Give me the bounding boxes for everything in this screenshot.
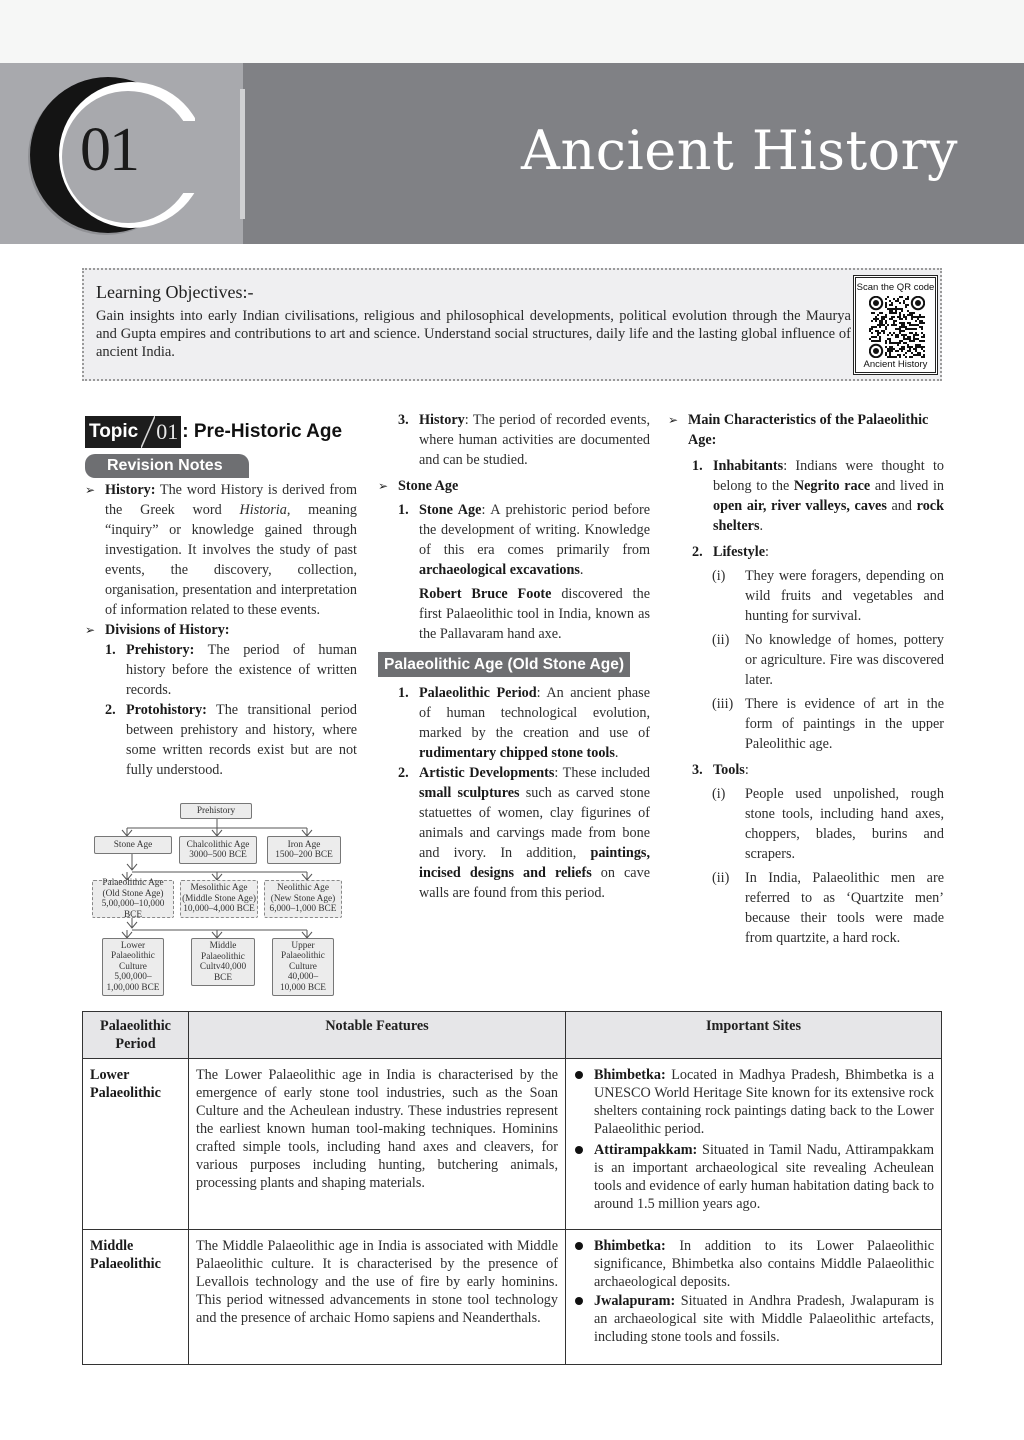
chapter-title: Ancient History [521,119,958,182]
history-definition [85,480,357,620]
roman-numeral: (i) [712,568,726,584]
inhabitants-bold: Negrito race [793,478,871,494]
punct: . [614,745,619,761]
site-text: Located in Madhya Pradesh, Bhimbetka is a UNESCO World Heritage Site known for its extensive rock shelters containing rock paintings dating back to the Lower Palaeolithic period. [594,1067,934,1137]
artistic-bold: small sculptures [419,785,520,801]
artistic-bold: paintings, incised designs and reliefs [419,845,650,881]
site-item [573,1237,934,1291]
arrow-bullet-icon: ➢ [378,479,389,493]
sub-item-text: In India, Palaeolithic men are referred to as ‘Quartzite men’ because their tools were made from quartzite, a hard rock. [745,870,944,946]
flowchart-node-palaeolithic [92,880,174,918]
features-cell: The Middle Palaeolithic age in India is associated with Middle Palaeolithic culture. It is characterised by the presence of Levallois technology and the use of fire by early hominins. This period witnessed advancements in stone tool technology and the presence of archaic Homo sapiens and Neanderthals. [189,1230,566,1365]
site-text: Situated in Andhra Pradesh, Jwalapuram is an archaeological site with Middle Palaeolithic artefacts, including stone tools and fossils. [594,1293,934,1345]
flowchart-node-upper-palaeolithic [272,938,334,996]
roman-numeral: (i) [712,786,726,802]
node-range: 3000–500 BCE [189,850,247,860]
characteristics-title: Main Characteristics of the Palaeolithic Age: [688,412,929,448]
inhabitants-text: and [886,498,917,514]
node-line: BCE [213,972,233,983]
item-number: 2. [692,544,703,560]
roman-numeral: (ii) [712,870,730,886]
stone-age-bold: archaeological excavations [419,562,580,578]
stone-age-title: Stone Age [398,478,459,494]
period-cell: Middle Palaeolithic [83,1230,189,1365]
site-name: Jwalapuram: [594,1293,676,1309]
inhabitants-item [692,456,944,536]
header-sites: Important Sites [566,1012,942,1059]
stone-age-term: Stone Age [419,502,482,518]
punct: : [744,762,749,778]
arrow-bullet-icon: ➢ [85,483,96,497]
site-name: Bhimbetka: [594,1238,666,1254]
stone-age-heading [378,476,650,496]
historia-word: Historia [239,502,287,518]
tools-item [692,760,944,948]
topic-label: Topic [89,421,139,442]
punct: : [765,544,769,560]
history-term: History: [105,482,156,498]
header-features: Notable Features [189,1012,566,1059]
sub-item-text: People used unpolished, rough stone tools, including hand axes, choppers, blades, burins and scrapers. [745,786,944,862]
punct: . [759,518,764,534]
flowchart-node-prehistory [180,803,252,819]
node-range: 1500–200 BCE [275,850,333,860]
topic-tag [85,416,181,448]
division-item [105,700,357,780]
item-number: 3. [692,762,703,778]
qr-caption-top: Scan the QR code [856,282,935,293]
arrow-bullet-icon: ➢ [668,413,679,427]
tools-sub-item [712,868,944,948]
inhabitants-bold: rock shelters [713,498,944,534]
node-line: 10,000 BCE [280,982,326,993]
node-line: 1,00,000 BCE [106,982,160,993]
lifestyle-sub-item [712,566,944,626]
chapter-header [0,63,1024,244]
node-range: 10,000–4,000 BCE [183,904,255,915]
period-term: Palaeolithic Period [419,685,537,701]
topic-number: 01 [156,419,179,444]
item-number: 1. [105,642,116,658]
palaeolithic-period-item [398,683,650,763]
flowchart-node-middle-palaeolithic [191,938,255,986]
flowchart-node-neolithic [264,880,342,918]
flowchart-node-chalcolithic [179,836,257,864]
qr-code-icon[interactable] [869,296,925,358]
lifestyle-item [692,542,944,754]
revision-notes-badge: Revision Notes [85,454,249,478]
division-term: Prehistory: [126,642,195,658]
site-item [573,1141,934,1213]
foote-name: Robert Bruce Foote [419,586,552,602]
node-line: Palaeolithic [201,951,245,962]
chapter-number: 01 [80,116,138,184]
header-divider [240,89,245,219]
node-sub: (New Stone Age) [270,893,336,904]
stone-age-item [398,500,650,580]
item-number: 2. [398,765,409,781]
history-text-cont: , meaning “inquiry” or knowledge gained through investigation. It involves the study of past events, the discovery, collection, organisation, presentation and interpretation of information related to these events. [105,502,357,618]
node-line: 40,000– [287,972,319,983]
item-number: 3. [398,412,409,428]
table-header-row [83,1012,942,1059]
top-margin [0,0,1024,63]
header-period: Palaeolithic Period [83,1012,189,1059]
site-name: Bhimbetka: [594,1067,666,1083]
characteristics-heading [668,410,944,450]
node-line: 5,00,000– [114,972,152,983]
foote-note [398,584,650,644]
lifestyle-sub-item [712,694,944,754]
node-line: Middle [209,941,237,951]
inhabitants-text: and lived in [870,478,945,494]
punct: . [579,562,584,578]
history-text: The word History is derived from the Greek word [105,482,357,518]
learning-objectives-box [82,268,942,381]
node-label: Neolithic Age [277,883,329,894]
column-1 [85,416,357,780]
flowchart-node-lower-palaeolithic [102,938,164,996]
node-label: Stone Age [113,839,153,850]
divisions-title: Divisions of History: [105,622,230,638]
artistic-term: Artistic Developments [419,765,555,781]
node-sub: (Middle Stone Age) [182,893,256,904]
node-label: Palaeolithic Age [102,878,164,888]
node-label: Prehistory [196,805,236,816]
features-cell: The Lower Palaeolithic age in India is characterised by the emergence of early stone tool industries, such as the Soan Culture and the Acheulean industry. These industries represent the earliest known human tool-making techniques. Hominins crafted simple tools, including hand axes and cleavers, for various purposes including hunting, butchering animals, processing plants and shaping materials. [189,1059,566,1230]
sites-cell [566,1230,942,1365]
node-label: Mesolithic Age [190,883,248,894]
division-term: History [419,412,465,428]
flowchart-node-iron-age [267,836,341,864]
artistic-text: such as carved stone statuettes of women, clay figurines of animals and carvings made from bone and ivory. In addition, [419,785,650,861]
node-line: Lower [120,940,146,951]
column-2 [378,410,650,903]
item-number: 1. [398,685,409,701]
objectives-heading: Learning Objectives:- [96,282,254,302]
node-label: Chalcolithic Age [186,839,250,850]
node-line: Palaeolithic [111,951,155,962]
inhabitants-bold: open air, river valleys, caves [713,498,887,514]
bullet-dot-icon [575,1242,583,1250]
site-item [573,1066,934,1138]
flowchart-node-mesolithic [180,880,258,918]
sub-item-text: There is evidence of art in the form of paintings in the upper Paleolithic age. [745,696,944,752]
artistic-text: : These included [554,765,650,781]
inhabitants-text: : Indians were thought to belong to the [713,458,944,494]
item-number: 1. [398,502,409,518]
table-row [83,1059,942,1230]
node-line: Palaeolithic [281,951,325,962]
node-line: Culture [119,961,147,972]
item-number: 1. [692,458,703,474]
period-bold: rudimentary chipped stone tools [419,745,615,761]
division-term: Protohistory: [126,702,207,718]
divisions-of-history [85,620,357,640]
sub-item-text: No knowledge of homes, pottery or agriculture. Fire was discovered later. [745,632,944,688]
artistic-item [398,763,650,903]
item-number: 2. [105,702,116,718]
flowchart-node-stone-age [94,836,172,854]
site-name: Attirampakkam: [594,1142,698,1158]
period-cell: Lower Palaeolithic [83,1059,189,1230]
node-range: 6,000–1,000 BCE [269,904,337,915]
tools-term: Tools [713,762,745,778]
lifestyle-sub-item [712,630,944,690]
palaeolithic-periods-table [82,1011,942,1365]
roman-numeral: (ii) [712,632,730,648]
node-line: Culture [289,961,317,972]
bullet-dot-icon [575,1297,583,1305]
period-text: : An ancient phase of human technological evolution, marked by the creation and use of [419,685,650,741]
artistic-text: on cave walls are found from this period. [419,865,650,901]
arrow-bullet-icon: ➢ [85,623,96,637]
qr-code-panel[interactable] [853,275,938,375]
roman-numeral: (iii) [712,696,734,712]
inhabitants-term: Inhabitants [713,458,784,474]
objectives-text: Gain insights into early Indian civilisations, religious and philosophical developments, political evolution through the Maurya and Gupta empires and contributions to art and science. Understand social structures, daily life and the lasting global influence of ancient India. [96,308,851,360]
bullet-dot-icon [575,1071,583,1079]
division-item-history [398,410,650,470]
sub-item-text: They were foragers, depending on wild fruits and vegetables and hunting for survival. [745,568,944,624]
column-3 [668,410,944,948]
sites-cell [566,1059,942,1230]
qr-caption-bottom: Ancient History [863,359,928,370]
node-range: 5,00,000–10,000 BCE [101,899,165,920]
palaeolithic-age-label: Palaeolithic Age (Old Stone Age) [378,652,630,677]
stone-age-text: : A prehistoric period before the development of writing. Knowledge of this era comes primarily from [419,502,650,558]
foote-text: discovered the first Palaeolithic tool in India, known as the Pallavaram hand axe. [419,586,650,642]
site-text: Situated in Tamil Nadu, Attirampakkam is an important archaeological site revealing Acheulean tools and evidence of early human habitation dating back to around 1.5 million years ago. [594,1142,934,1212]
bullet-dot-icon [575,1146,583,1154]
node-sub: (Old Stone Age) [102,888,164,899]
division-text: The transitional period between prehistory and history, where some written records exist but are not fully understood. [126,702,357,778]
division-item [105,640,357,700]
node-label: Iron Age [287,839,321,850]
topic-heading [85,416,357,448]
tools-sub-item [712,784,944,864]
node-line: Upper [291,940,315,951]
division-text: : The period of recorded events, where human activities are documented and can be studied. [419,412,650,468]
site-item [573,1292,934,1346]
site-text: In addition to its Lower Palaeolithic significance, Bhimbetka also contains Middle Palaeolithic archaeological deposits. [594,1238,934,1290]
topic-slash-icon [141,416,155,448]
division-text: The period of human history before the existence of written records. [126,642,357,698]
topic-title: : Pre-Historic Age [182,421,343,442]
table-row [83,1230,942,1365]
lifestyle-term: Lifestyle [713,544,766,560]
node-line: Cultv40,000 [199,962,247,972]
prehistory-flowchart [92,802,352,1000]
